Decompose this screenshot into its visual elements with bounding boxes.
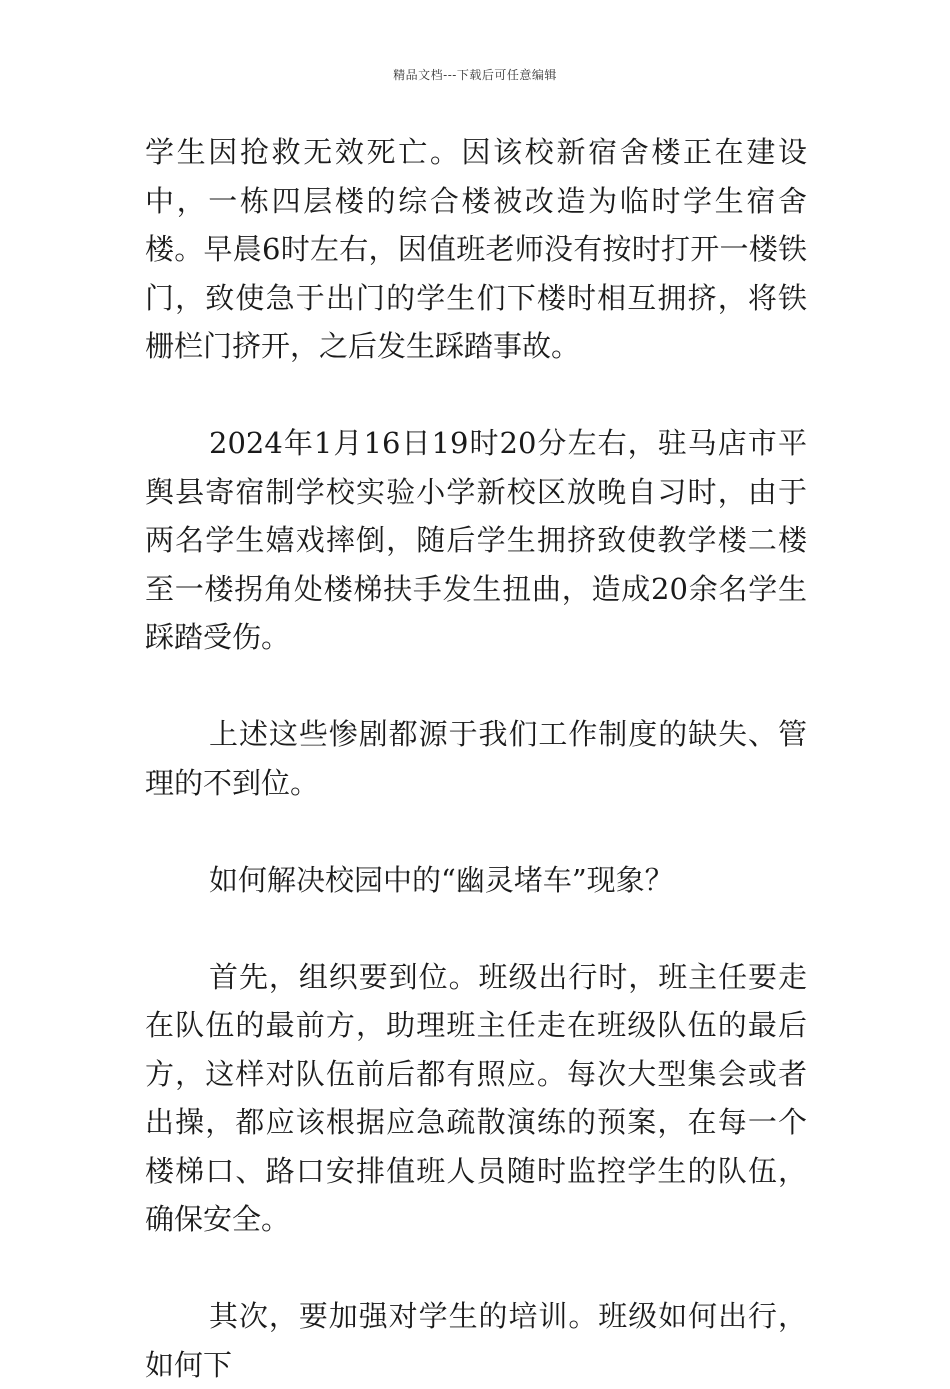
page-header: 精品文档---下载后可任意编辑 (393, 68, 557, 82)
paragraph-cause-summary: 上述这些惨剧都源于我们工作制度的缺失、管理的不到位。 (145, 717, 807, 800)
paragraph-gap (145, 662, 807, 711)
paragraph-question: 如何解决校园中的“幽灵堵车”现象？ (209, 862, 674, 897)
paragraph-gap (145, 807, 807, 856)
paragraph-pingyu-incident: 2024年1月16日19时20分左右，驻马店市平舆县寄宿制学校实验小学新校区放晚自习时，由于两名学生嬉戏摔倒，随后学生拥挤致使教学楼二楼至一楼拐角处楼梯扶手发生扭曲，造成20余名学生踩踏受伤。 (145, 426, 807, 654)
paragraph-gap (145, 1244, 807, 1293)
paragraph-gap (145, 904, 807, 953)
paragraph-accident-continued: 学生因抢救无效死亡。因该校新宿舍楼正在建设中，一栋四层楼的综合楼被改造为临时学生宿舍楼。早晨6时左右，因值班老师没有按时打开一楼铁门，致使急于出门的学生们下楼时相互拥挤，将铁栅栏门挤开，之后发生踩踏事故。 (145, 135, 807, 363)
document-body (145, 128, 807, 1389)
paragraph-gap (145, 371, 807, 420)
paragraph-second-measure: 其次，要加强对学生的培训。班级如何出行，如何下 (145, 1299, 807, 1382)
paragraph-first-measure: 首先，组织要到位。班级出行时，班主任要走在队伍的最前方，助理班主任走在班级队伍的最后方，这样对队伍前后都有照应。每次大型集会或者出操，都应该根据应急疏散演练的预案，在每一个楼梯口、路口安排值班人员随时监控学生的队伍，确保安全。 (145, 959, 807, 1236)
